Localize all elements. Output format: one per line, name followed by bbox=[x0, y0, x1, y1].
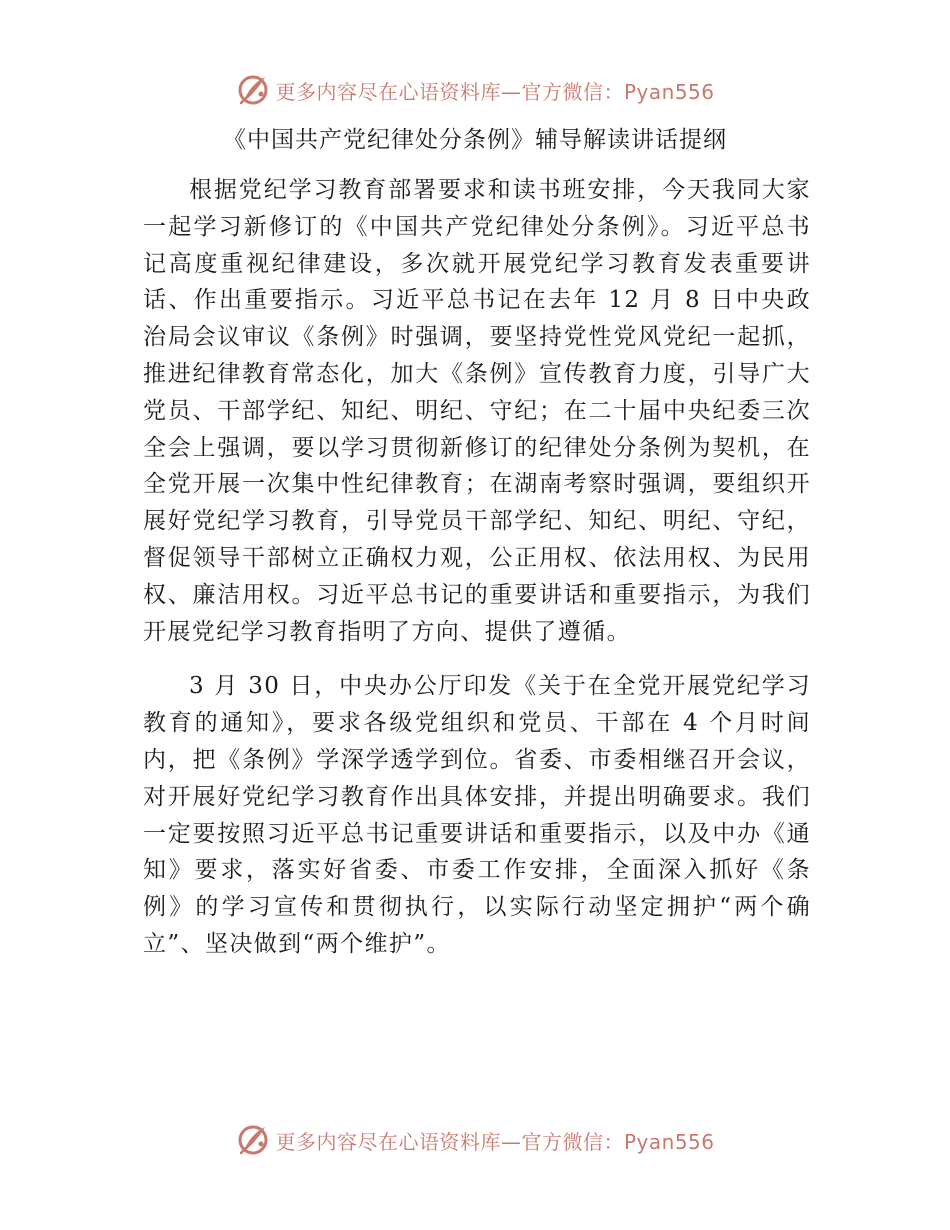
paragraph-1: 根据党纪学习教育部署要求和读书班安排，今天我同大家一起学习新修订的《中国共产党纪律处分条例》。习近平总书记高度重视纪律建设，多次就开展党纪学习教育发表重要讲话、作出重要指示。习近平总书记在去年 12 月 8 日中央政治局会议审议《条例》时强调，要坚持党性党风党纪一起抓，推进纪律教育常态化，加大《条例》宣传教育力度，引导广大党员、干部学纪、知纪、明纪、守纪；在二十届中央纪委三次全会上强调，要以学习贯彻新修订的纪律处分条例为契机，在全党开展一次集中性纪律教育；在湖南考察时强调，要组织开展好党纪学习教育，引导党员干部学纪、知纪、明纪、守纪，督促领导干部树立正确权力观，公正用权、依法用权、为民用权、廉洁用权。习近平总书记的重要讲话和重要指示，为我们开展党纪学习教育指明了方向、提供了遵循。 bbox=[143, 177, 811, 645]
feather-quill-logo-icon bbox=[235, 72, 271, 108]
document-body bbox=[143, 172, 811, 981]
footer-banner bbox=[0, 1118, 950, 1162]
header-banner-text bbox=[275, 76, 714, 105]
wechat-id: Pyan556 bbox=[623, 79, 715, 104]
banner-promo-text: 更多内容尽在心语资料库—官方微信： bbox=[275, 1129, 624, 1154]
document-title: 《中国共产党纪律处分条例》辅导解读讲话提纲 bbox=[223, 127, 727, 153]
header-banner bbox=[0, 68, 950, 112]
footer-banner-text bbox=[275, 1126, 714, 1155]
paragraph-2: 3 月 30 日，中央办公厅印发《关于在全党开展党纪学习教育的通知》，要求各级党组织和党员、干部在 4 个月时间内，把《条例》学深学透学到位。省委、市委相继召开会议，对开展好党纪学习教育作出具体安排，并提出明确要求。我们一定要按照习近平总书记重要讲话和重要指示，以及中办《通知》要求，落实好省委、市委工作安排，全面深入抓好《条例》的学习宣传和贯彻执行，以实际行动坚定拥护“两个确立”、坚决做到“两个维护”。 bbox=[143, 673, 811, 957]
feather-quill-logo-icon bbox=[235, 1122, 271, 1158]
banner-promo-text: 更多内容尽在心语资料库—官方微信： bbox=[275, 79, 624, 104]
wechat-id: Pyan556 bbox=[623, 1129, 715, 1154]
